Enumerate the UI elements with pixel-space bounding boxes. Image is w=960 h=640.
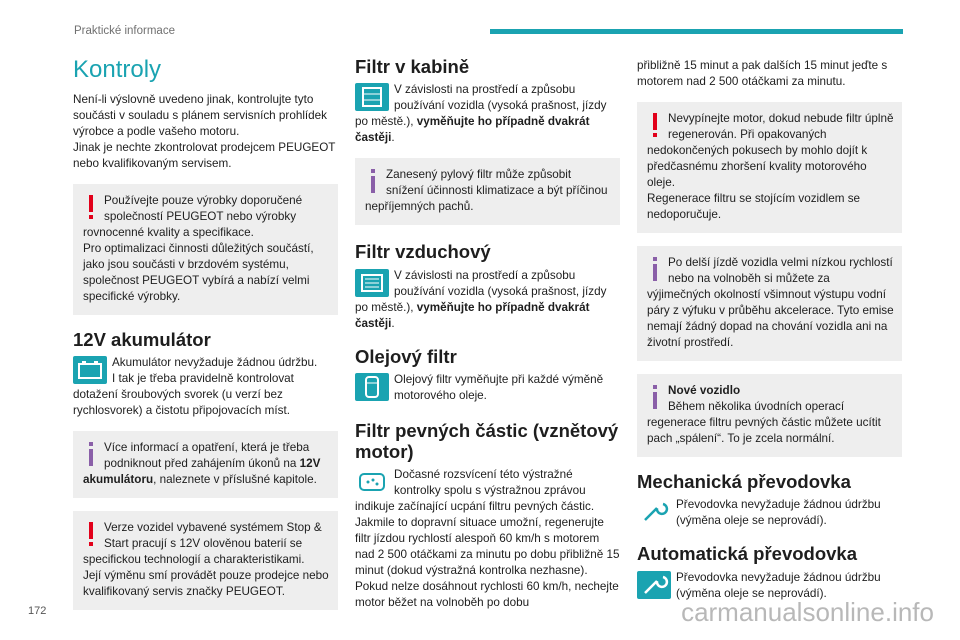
dpf-warning-lamp-icon: [355, 468, 389, 496]
page-number: 172: [28, 605, 47, 617]
air-filter-icon: [355, 269, 389, 297]
info-text-b: , naleznete v příslušné kapitole.: [153, 473, 317, 487]
dpf-section: [355, 467, 620, 611]
air-filter-heading: Filtr vzduchový: [355, 241, 491, 263]
info-text: Během několika úvodních operací regenerace filtru pevných částic můžete ucítit pach „spálení“. To je zcela normální.: [647, 400, 881, 445]
info-text: Po delší jízdě vozidla velmi nízkou rychlostí nebo na volnoběh si můžete za výjimečných okolností všimnout výstupu vodní páry z výfuku v průběhu akcelerace. Tyto emise nemají žádný dopad na chování vozidla ani na životní prostředí.: [647, 256, 894, 349]
warning-exclamation-icon: [647, 111, 663, 141]
oil-filter-text: Olejový filtr vyměňujte při každé výměně motorového oleje.: [394, 372, 604, 402]
cabin-filter-text: V závislosti na prostředí a způsobu používání vozidla (vysoká prašnost, jízdy po městě.),: [355, 83, 607, 129]
manual-gearbox-text: Převodovka nevyžaduje žádnou údržbu (výměna oleje se neprovádí).: [676, 498, 881, 528]
air-filter-text: V závislosti na prostředí a způsobu používání vozidla (vysoká prašnost, jízdy po městě.),: [355, 268, 607, 314]
column-1: [73, 52, 338, 623]
page-title: Kontroly: [73, 56, 162, 83]
dpf-continued-text: přibližně 15 minut a pak dalších 15 minut jeďte s motorem nad 2 500 otáčkami za minutu.: [637, 59, 888, 88]
cabin-filter-heading: Filtr v kabině: [355, 56, 470, 77]
info-text: Zanesený pylový filtr může způsobit snížení účinnosti klimatizace a být příčinou nepříjemných pachů.: [365, 168, 608, 214]
warning-exclamation-icon: [83, 520, 99, 550]
dpf-text: Dočasné rozsvícení této výstražné kontrolky spolu s výstražnou zprávou indikuje začínající ucpání filtru pevných částic. Jakmile to dopravní situace umožní, regenerujte filtr jízdou rychlostí alespoň 60 km/h s motorem nad 2 500 otáčkami za minutu po dobu přibližně 15 minut (dokud výstražná kontrolka nezhasne). Pokud nelze dosáhnout rychlosti 60 km/h, nechejte motor běžet na volnoběh po dobu: [355, 468, 620, 610]
cabin-filter-icon: [355, 83, 389, 111]
oil-filter-section: [355, 372, 620, 404]
warning-text: Verze vozidel vybavené systémem Stop & Start pracují s 12V olověnou baterií se specifickou technologií a charakteristikami.: [83, 521, 322, 567]
warning-box-stopstart: [73, 511, 338, 610]
info-box-steam: [637, 246, 902, 361]
air-filter-section: [355, 268, 620, 332]
wrench-icon: [637, 571, 671, 599]
cabin-filter-section: [355, 82, 620, 146]
manual-gearbox-heading: Mechanická převodovka: [637, 471, 851, 492]
wrench-icon: [637, 498, 671, 526]
intro-paragraph-2: Jinak je nechte zkontrolovat prodejcem PEUGEOT nebo kvalifikovaným servisem.: [73, 141, 336, 170]
info-box-battery: [73, 431, 338, 498]
info-icon: [365, 167, 381, 197]
info-text-bold: 12V akumulátoru: [83, 457, 321, 487]
air-filter-bold: vyměňujte ho případně dvakrát častěji: [355, 300, 590, 330]
header-accent-bar: [490, 29, 903, 34]
cabin-filter-bold: vyměňujte ho případně dvakrát častěji: [355, 115, 590, 145]
battery-text-1: Akumulátor nevyžaduje žádnou údržbu.: [112, 356, 318, 370]
warning-text: Nevypínejte motor, dokud nebude filtr úplně regenerován. Při opakovaných nedokončených pokusech by mohlo dojít k předčasnému zhoršení kvality motorového oleje.: [647, 112, 894, 189]
info-box-new-vehicle: [637, 374, 902, 457]
info-icon: [83, 440, 99, 470]
dpf-heading: Filtr pevných částic (vznětový motor): [355, 419, 619, 463]
manual-gearbox-section: [637, 497, 902, 529]
automatic-gearbox-text: Převodovka nevyžaduje žádnou údržbu (výměna oleje se neprovádí).: [676, 570, 881, 600]
info-title: Nové vozidlo: [668, 384, 741, 397]
battery-icon: [73, 356, 107, 384]
battery-text-2: I tak je třeba pravidelně kontrolovat dotažení šroubových svorek (u verzí bez rychlosvorek) a čistotu připojovacích míst.: [73, 372, 294, 418]
oil-filter-heading: Olejový filtr: [355, 345, 457, 367]
cabin-filter-end: .: [391, 131, 395, 145]
warning-text-2: Regenerace filtru se stojícím vozidlem se nedoporučuje.: [647, 192, 861, 221]
warning-box-regeneration: [637, 102, 902, 233]
info-box-cabin: [355, 158, 620, 225]
info-icon: [647, 383, 663, 413]
warning-text-2: Její výměnu smí provádět pouze prodejce nebo kvalifikovaný servis značky PEUGEOT.: [83, 569, 329, 599]
column-3: [637, 52, 902, 614]
warning-box-products: [73, 184, 338, 315]
section-header: Praktické informace: [74, 25, 175, 37]
oil-filter-icon: [355, 373, 389, 401]
info-text-a: Více informací a opatření, která je třeba podniknout před zahájením úkonů na: [104, 441, 310, 471]
air-filter-end: .: [391, 316, 395, 330]
automatic-gearbox-heading: Automatická převodovka: [637, 543, 858, 565]
battery-heading: 12V akumulátor: [73, 329, 211, 350]
watermark: carmanualsonline.info: [681, 597, 934, 627]
intro-paragraph-1: Není-li výslovně uvedeno jinak, kontrolujte tyto součásti v souladu s plánem servisních prohlídek výrobce a podle vašeho motoru.: [73, 93, 328, 138]
warning-text-2: Pro optimalizaci činnosti důležitých součástí, jako jsou součásti v brzdovém systému, společnost PEUGEOT vybírá a nabízí velmi specifické výrobky.: [83, 242, 314, 303]
column-2: [355, 52, 620, 611]
info-icon: [647, 255, 663, 285]
battery-section: [73, 355, 338, 419]
warning-text: Používejte pouze výrobky doporučené společností PEUGEOT nebo výrobky rovnocenné kvality a specifikace.: [83, 194, 303, 239]
warning-exclamation-icon: [83, 193, 99, 223]
